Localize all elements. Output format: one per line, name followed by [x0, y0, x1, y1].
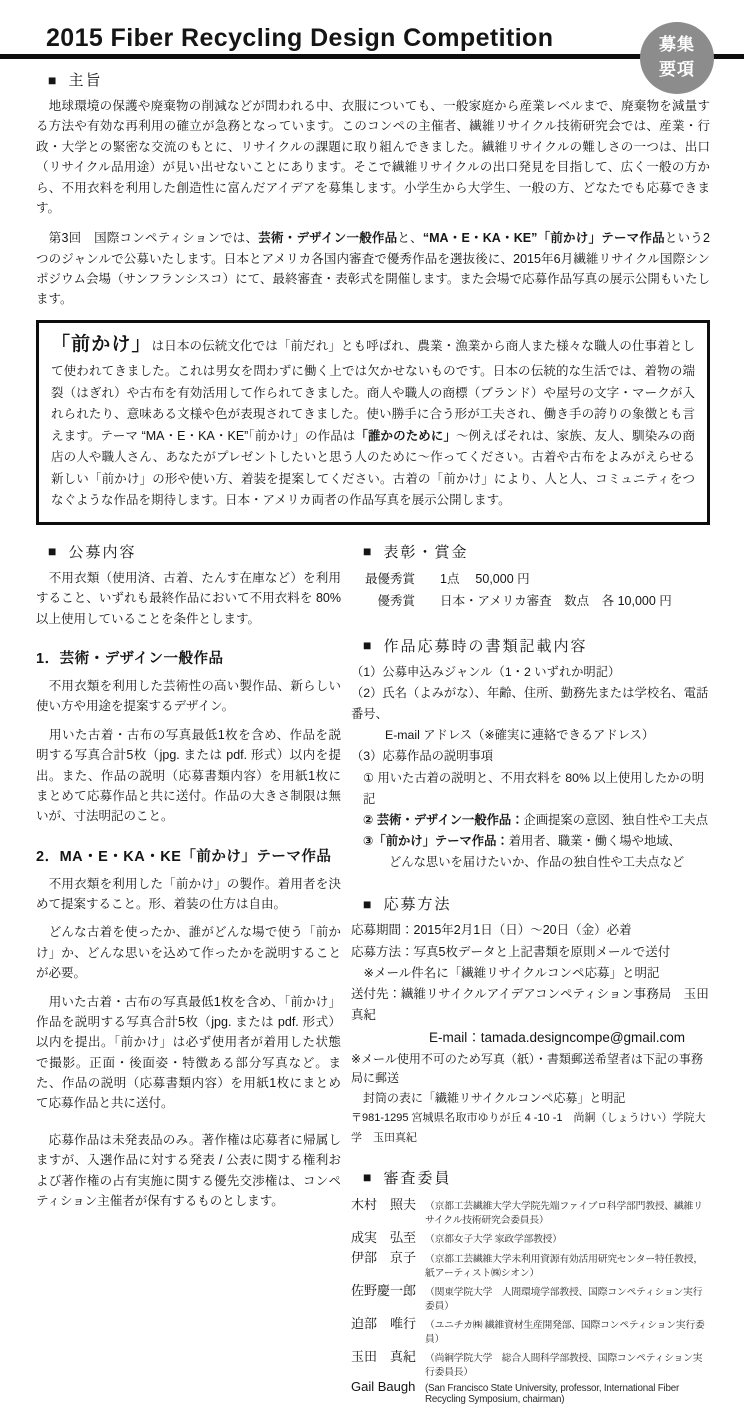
doc-item-2-cont: E-mail アドレス（※確実に連絡できるアドレス） — [385, 728, 655, 743]
judge-name: 玉田 真紀 — [351, 1348, 417, 1364]
awards-heading — [363, 541, 710, 562]
recruitment-badge — [640, 22, 714, 94]
method-mail-note-2: 封筒の表に「繊維リサイクルコンペ応募」と明記 — [351, 1091, 626, 1106]
method-mail-note-1: ※メール使用不可のため写真（紙）・書類郵送希望者は下記の事務局に郵送 — [351, 1051, 703, 1086]
judge-row — [351, 1194, 710, 1226]
square-bullet-icon: ■ — [363, 637, 374, 654]
maekake-lead: 「前かけ」 — [51, 333, 152, 355]
judge-row — [351, 1280, 710, 1312]
two-column-area — [36, 541, 710, 1406]
koubo-heading — [48, 541, 341, 562]
judge-desc: （ユニチカ㈱ 繊維資材生産開発部、国際コンペティション実行委員） — [425, 1319, 705, 1345]
doc-sub-3-text: 着用者、職業・働く場や地域、 — [508, 834, 681, 849]
copyright-note: 応募作品は未発表品のみ。著作権は応募者に帰属しますが、入選作品に対する発表 / 公表に関する権利および著作権の占有実施に関する優先交渉権は、コンペティション主催者が保有するものとします。 — [36, 1132, 341, 1208]
genre2-paragraph-2: どんな古着を使ったか、誰がどんな場で使う「前かけ」か、どんな思いを込めて作ったかを説明することが必要。 — [36, 925, 341, 981]
judge-row — [351, 1247, 710, 1279]
badge-line1: 募集 — [659, 35, 695, 55]
judge-name: 佐野慶一郎 — [351, 1282, 417, 1298]
square-bullet-icon: ■ — [363, 543, 374, 560]
award-excellence-prize: 優秀賞 日本・アメリカ審査 数点 各 10,000 円 — [365, 594, 672, 609]
doc-sub-2-label: ② 芸術・デザイン一般作品： — [363, 812, 524, 827]
square-bullet-icon: ■ — [363, 1169, 374, 1185]
method-subject-note: ※メール件名に「繊維リサイクルコンペ応募」と明記 — [351, 965, 660, 980]
method-sendto: 送付先：繊維リサイクルアイデアコンペティション事務局 玉田真紀 — [351, 987, 709, 1023]
maekake-text-1: は日本の伝統文化では「前だれ」とも呼ばれ、農業・漁業から商人また様々な職人の仕事着として使われてきました。これは男女を問わずに働く上では欠かせないものです。日本の伝統的な生活では、着物の端裂（はぎれ）や古布を有効活用して作られてきました。商人や職人の商標（ブランド）や屋号の文字・マークが入れられたり、意味ある文様や色が表現されてきました。使い勝手に合う形が工夫され、働き手の誇りの象徴とも言えます。テーマ “MA・E・KA・KE”「前かけ」の作品は — [51, 338, 695, 443]
maekake-description-box — [36, 320, 710, 525]
method-how: 応募方法：写真5枚データと上記書類を原則メールで送付 — [351, 944, 671, 959]
doc-item-1: （1）公募申込みジャンル（1・2 いずれか明記） — [351, 664, 621, 679]
square-bullet-icon: ■ — [48, 543, 59, 560]
genre2-paragraph-1: 不用衣類を利用した「前かけ」の製作。着用者を決めて提案すること。形、着装の仕方は自由。 — [36, 876, 341, 912]
purpose-p2-genre1: 芸術・デザイン一般作品 — [258, 231, 398, 246]
judge-row — [351, 1227, 710, 1246]
purpose-paragraph-2 — [36, 228, 710, 310]
doc-sub-3-label: ③「前かけ」テーマ作品： — [363, 834, 509, 849]
koubo-heading-label: 公募内容 — [68, 543, 137, 561]
purpose-p2-post: という2つのジャンルで公募いたします。日本とアメリカ各国内審査で優秀作品を選抜後に、2015年6月繊維リサイクル国際シンポジウム会場（サンフランシスコ）にて、最終審査・表彰式を開催します。また会場で応募作品写真の展示公開もいたします。 — [36, 231, 710, 307]
judge-name: 迫部 唯行 — [351, 1315, 417, 1331]
awards-heading-label: 表彰・賞金 — [383, 543, 469, 561]
judge-row — [351, 1346, 710, 1378]
doc-item-2: （2）氏名（よみがな）、年齢、住所、勤務先または学校名、電話番号、 — [351, 686, 709, 722]
genre2-paragraph-3: 用いた古着・古布の写真最低1枚を含め、「前かけ」作品を説明する写真合計5枚（jpg. または pdf. 形式）以内を提出。「前かけ」は必ず使用者が着用した状態で撮影。正面・後面姿・特徴ある部分写真など。また、作品の説明（応募書類内容）を用紙1枚にまとめて応募作品と共に送付。 — [36, 994, 341, 1111]
purpose-p2-pre: 第3回 国際コンペティションでは、 — [36, 231, 259, 246]
purpose-heading — [48, 69, 710, 90]
section-purpose — [36, 69, 710, 310]
judge-row — [351, 1379, 710, 1405]
documents-heading-label: 作品応募時の書類記載内容 — [383, 637, 588, 655]
judge-name: 伊部 京子 — [351, 1249, 417, 1265]
award-grand-prize: 最優秀賞 1点 50,000 円 — [365, 571, 530, 586]
documents-heading — [363, 635, 710, 656]
badge-line2: 要項 — [659, 60, 695, 79]
left-column — [36, 541, 341, 1406]
judge-desc: （京都女子大学 家政学部教授） — [425, 1233, 562, 1245]
judge-name: 木村 照夫 — [351, 1196, 417, 1212]
judge-desc: （関東学院大学 人間環境学部教授、国際コンペティション実行委員） — [425, 1286, 703, 1312]
genre1-heading: 1．芸術・デザイン一般作品 — [36, 651, 224, 668]
doc-sub-2-text: 企画提案の意図、独自性や工夫点 — [523, 812, 708, 827]
right-column — [341, 541, 710, 1406]
purpose-paragraph-1: 地球環境の保護や廃棄物の削減などが問われる中、衣服についても、一般家庭から産業レベルまで、廃棄物を減量する方法や有効な再利用の確立が急務となっています。このコンペの主催者、繊維リサイクル技術研究会では、産業・行政・大学との緊密な交流のもとに、リサイクルの課題に取り組んできました。繊維リサイクルの難しさの一つは、出口（リサイクル品用途）が見い出せないことにあります。そこで繊維リサイクルの出口発見を目指して、広く一般の方から、不用衣料を利用した創造性に富んだアイデアを募集します。小学生から大学生、一般の方、どなたでも応募できます。 — [36, 99, 710, 215]
judges-heading — [363, 1167, 710, 1188]
doc-sub-2 — [351, 810, 710, 831]
square-bullet-icon: ■ — [48, 71, 59, 88]
judge-row — [351, 1313, 710, 1345]
judge-desc: (San Francisco State University, professor, International Fiber Recycling Symposium, chairman) — [425, 1382, 680, 1405]
square-bullet-icon: ■ — [363, 895, 374, 912]
purpose-p2-mid: と、 — [397, 231, 423, 246]
judge-desc: （尚絅学院大学 総合人間科学部教授、国際コンペティション実行委員長） — [425, 1352, 703, 1378]
method-email: E-mail：tamada.designcompe@gmail.com — [429, 1029, 686, 1045]
method-heading — [363, 893, 710, 914]
genre1-paragraph-1: 不用衣類を利用した芸術性の高い製作品、新らしい使い方や用途を提案するデザイン。 — [36, 679, 341, 714]
maekake-bold-for-someone: 「誰かのために」 — [355, 428, 457, 443]
purpose-p2-genre2: “MA・E・KA・KE”「前かけ」テーマ作品 — [422, 231, 665, 246]
judge-desc: （京都工芸繊維大学未利用資源有効活用研究センター特任教授，紙アーティスト㈱シオン） — [425, 1253, 703, 1279]
method-postal-address: 〒981-1295 宮城県名取市ゆりが丘 4 -10 -1 尚絅（しょうけい）学院大学 玉田真紀 — [351, 1111, 706, 1144]
genre2-heading: 2．MA・E・KA・KE「前かけ」テーマ作品 — [36, 848, 332, 865]
doc-sub-3 — [351, 831, 710, 873]
purpose-heading-label: 主旨 — [68, 72, 103, 89]
judge-desc: （京都工芸繊維大学大学院先端ファイブロ科学部門教授、繊維リサイクル技術研究会委員長） — [425, 1200, 703, 1226]
page-title: 2015 Fiber Recycling Design Competition — [46, 24, 554, 52]
method-period: 応募期間：2015年2月1日（日）～20日（金）必着 — [351, 923, 632, 938]
judge-name: 成実 弘至 — [351, 1229, 417, 1245]
genre1-paragraph-2: 用いた古着・古布の写真最低1枚を含め、作品を説明する写真合計5枚（jpg. または pdf. 形式）以内を提出。また、作品の説明（応募書類内容）を用紙1枚にまとめて応募作品と共に送付。作品の大きさ制限は無いが、寸法明記のこと。 — [36, 727, 341, 824]
doc-sub-3-cont: どんな思いを届けたいか、作品の独自性や工夫点など — [389, 855, 685, 870]
title-divider — [0, 54, 744, 59]
judge-name: Gail Baugh — [351, 1378, 416, 1394]
koubo-body: 不用衣類（使用済、古着、たんす在庫など）を利用すること、いずれも最終作品において不用衣料を 80% 以上使用していることを条件とします。 — [36, 570, 341, 626]
maekake-text-2: ～例えばそれは、家族、友人、馴染みの商店の人や職人さん、あなたがプレゼントしたいと思う人のために～作ってください。古着や古布をよみがえらせる新しい「前かけ」の形や使い方、着装を提案してください。古着の「前かけ」により、人と人、コミュニティをつなぐような作品を期待します。日本・アメリカ両者の作品写真を展示公開します。 — [51, 428, 695, 508]
judges-heading-label: 審査委員 — [383, 1169, 452, 1187]
method-heading-label: 応募方法 — [383, 896, 452, 914]
doc-sub-1: ① 用いた古着の説明と、不用衣料を 80% 以上使用したかの明記 — [363, 770, 705, 806]
doc-item-3: （3）応募作品の説明事項 — [351, 749, 494, 764]
